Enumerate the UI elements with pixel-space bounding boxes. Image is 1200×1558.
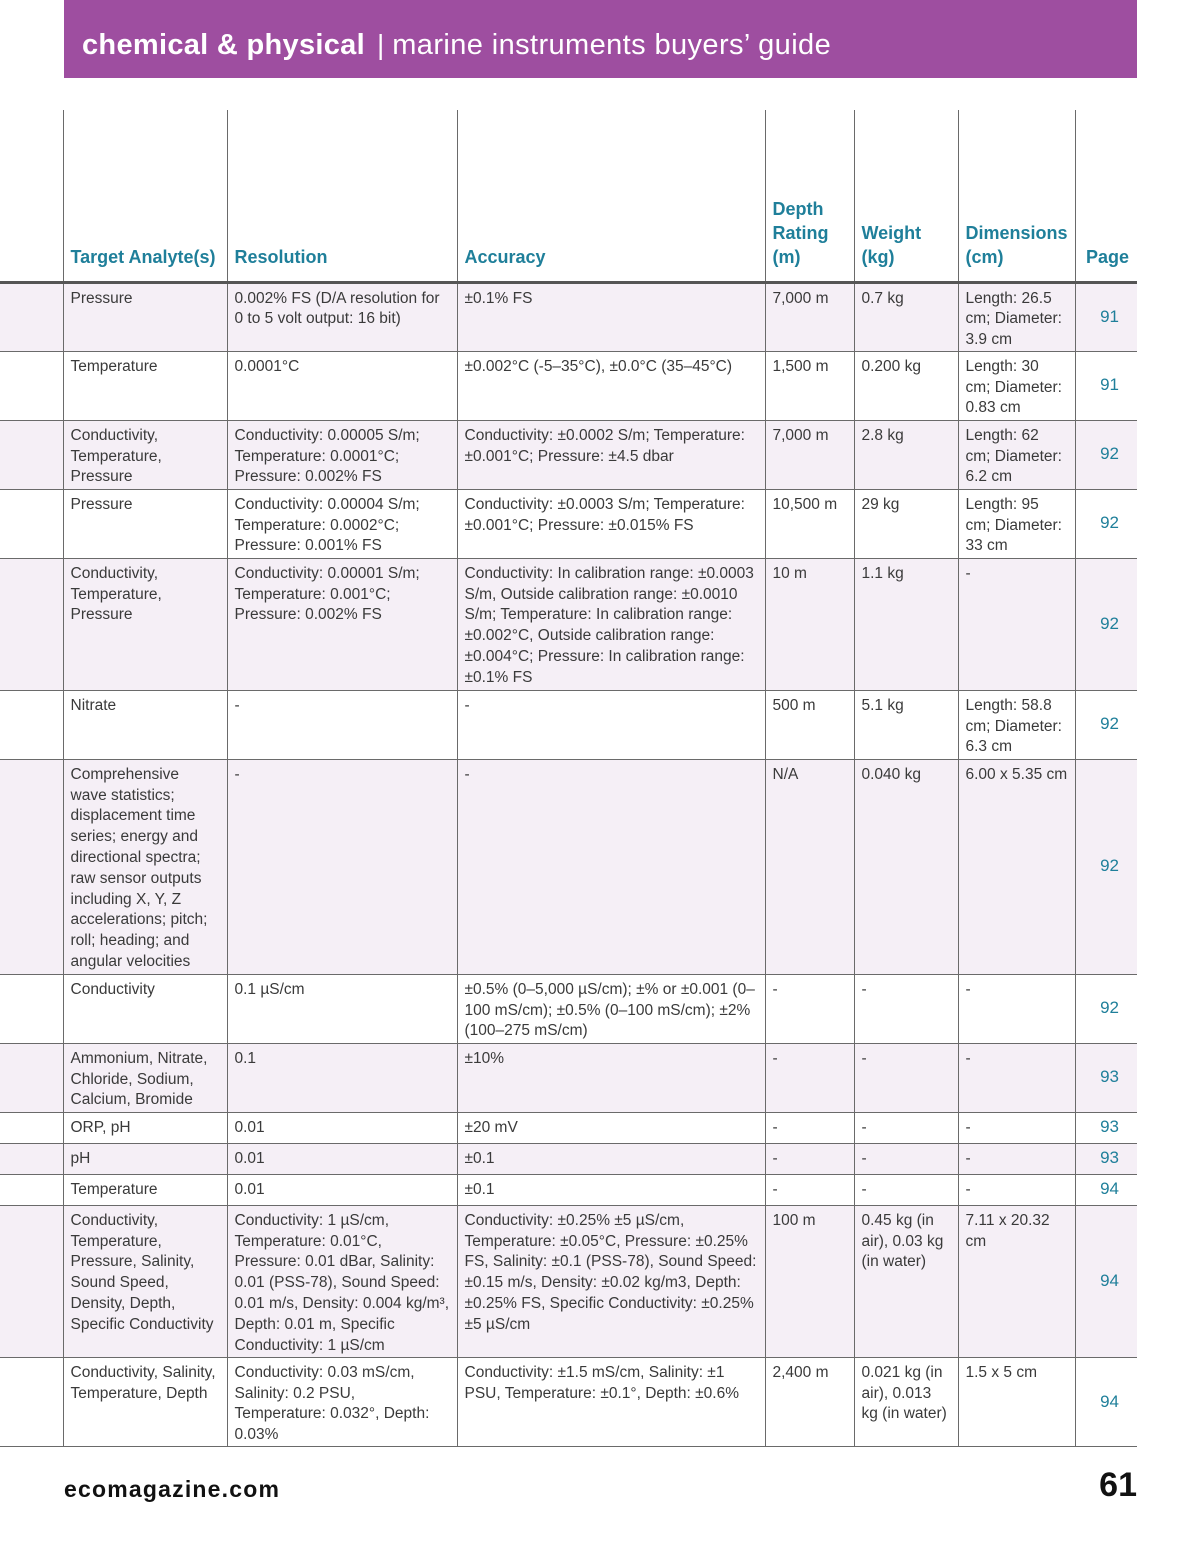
row-lead-cell xyxy=(0,1043,63,1112)
cell-dimensions: - xyxy=(958,1112,1075,1143)
table-body xyxy=(0,282,1137,1447)
cell-depth: - xyxy=(765,1043,854,1112)
cell-accuracy: Conductivity: ±0.0003 S/m; Temperature: ±0.001°C; Pressure: ±0.015% FS xyxy=(457,489,765,558)
table-row xyxy=(0,420,1137,489)
cell-accuracy: ±0.1 xyxy=(457,1143,765,1174)
cell-analyte: Conductivity xyxy=(63,974,227,1043)
cell-weight: 5.1 kg xyxy=(854,690,958,759)
row-lead-cell xyxy=(0,351,63,420)
cell-resolution: Conductivity: 1 µS/cm, Temperature: 0.01°C, Pressure: 0.01 dBar, Salinity: 0.01 (PSS-78), Sound Speed: 0.01 m/s, Density: 0.004 kg/m³, Depth: 0.01 m, Specific Conductivity: 1 µS/cm xyxy=(227,1205,457,1357)
cell-analyte: pH xyxy=(63,1143,227,1174)
table-row xyxy=(0,558,1137,690)
cell-weight: 0.040 kg xyxy=(854,759,958,974)
cell-page: 93 xyxy=(1075,1043,1137,1112)
cell-page: 91 xyxy=(1075,282,1137,351)
table-row xyxy=(0,1043,1137,1112)
table-row xyxy=(0,489,1137,558)
row-lead-cell xyxy=(0,1143,63,1174)
cell-accuracy: Conductivity: ±1.5 mS/cm, Salinity: ±1 PSU, Temperature: ±0.1°, Depth: ±0.6% xyxy=(457,1357,765,1446)
column-header-accuracy: Accuracy xyxy=(457,110,765,282)
cell-analyte: Ammonium, Nitrate, Chloride, Sodium, Calcium, Bromide xyxy=(63,1043,227,1112)
cell-dimensions: Length: 62 cm; Diameter: 6.2 cm xyxy=(958,420,1075,489)
table-row xyxy=(0,759,1137,974)
cell-depth: 500 m xyxy=(765,690,854,759)
cell-analyte: Temperature xyxy=(63,1174,227,1205)
cell-analyte: Temperature xyxy=(63,351,227,420)
cell-analyte: Conductivity, Salinity, Temperature, Depth xyxy=(63,1357,227,1446)
row-lead-cell xyxy=(0,759,63,974)
cell-resolution: 0.1 xyxy=(227,1043,457,1112)
cell-page: 92 xyxy=(1075,759,1137,974)
cell-dimensions: Length: 58.8 cm; Diameter: 6.3 cm xyxy=(958,690,1075,759)
cell-accuracy: Conductivity: ±0.0002 S/m; Temperature: ±0.001°C; Pressure: ±4.5 dbar xyxy=(457,420,765,489)
cell-accuracy: Conductivity: In calibration range: ±0.0003 S/m, Outside calibration range: ±0.0010 S/m; Temperature: In calibration range: ±0.002°C, Outside calibration range: ±0.004°C; Pressure: In calibration range: ±0.1% FS xyxy=(457,558,765,690)
cell-page: 94 xyxy=(1075,1174,1137,1205)
cell-weight: 29 kg xyxy=(854,489,958,558)
cell-page: 94 xyxy=(1075,1357,1137,1446)
cell-page: 92 xyxy=(1075,558,1137,690)
table-row xyxy=(0,1143,1137,1174)
cell-depth: 7,000 m xyxy=(765,420,854,489)
guide-title: marine instruments buyers’ guide xyxy=(392,29,832,61)
cell-analyte: ORP, pH xyxy=(63,1112,227,1143)
row-lead-cell xyxy=(0,1205,63,1357)
row-lead-cell xyxy=(0,690,63,759)
column-header-analyte: Target Analyte(s) xyxy=(63,110,227,282)
row-lead-cell xyxy=(0,1112,63,1143)
row-lead-cell xyxy=(0,282,63,351)
cell-resolution: 0.01 xyxy=(227,1112,457,1143)
cell-dimensions: Length: 95 cm; Diameter: 33 cm xyxy=(958,489,1075,558)
cell-dimensions: Length: 26.5 cm; Diameter: 3.9 cm xyxy=(958,282,1075,351)
footer-page-number: 61 xyxy=(1099,1466,1137,1504)
cell-weight: - xyxy=(854,974,958,1043)
cell-page: 92 xyxy=(1075,974,1137,1043)
table-row xyxy=(0,351,1137,420)
cell-resolution: Conductivity: 0.00004 S/m; Temperature: 0.0002°C; Pressure: 0.001% FS xyxy=(227,489,457,558)
cell-accuracy: - xyxy=(457,759,765,974)
cell-resolution: Conductivity: 0.03 mS/cm, Salinity: 0.2 PSU, Temperature: 0.032°, Depth: 0.03% xyxy=(227,1357,457,1446)
cell-depth: 100 m xyxy=(765,1205,854,1357)
cell-weight: 0.7 kg xyxy=(854,282,958,351)
cell-page: 93 xyxy=(1075,1143,1137,1174)
cell-depth: 10 m xyxy=(765,558,854,690)
column-header-resolution: Resolution xyxy=(227,110,457,282)
header-lead-cell xyxy=(0,110,63,282)
row-lead-cell xyxy=(0,420,63,489)
cell-resolution: 0.0001°C xyxy=(227,351,457,420)
cell-resolution: 0.1 µS/cm xyxy=(227,974,457,1043)
section-title: chemical & physical xyxy=(82,29,365,61)
cell-dimensions: Length: 30 cm; Diameter: 0.83 cm xyxy=(958,351,1075,420)
cell-dimensions: - xyxy=(958,1043,1075,1112)
cell-resolution: Conductivity: 0.00005 S/m; Temperature: 0.0001°C; Pressure: 0.002% FS xyxy=(227,420,457,489)
cell-accuracy: ±0.1% FS xyxy=(457,282,765,351)
column-header-dimensions: Dimensions (cm) xyxy=(958,110,1075,282)
table-row xyxy=(0,1205,1137,1357)
cell-page: 94 xyxy=(1075,1205,1137,1357)
cell-depth: - xyxy=(765,1112,854,1143)
cell-depth: 1,500 m xyxy=(765,351,854,420)
table-row xyxy=(0,974,1137,1043)
cell-accuracy: - xyxy=(457,690,765,759)
page-header-band xyxy=(64,0,1137,78)
cell-analyte: Comprehensive wave statistics; displacement time series; energy and directional spectra; raw sensor outputs including X, Y, Z accelerations; pitch; roll; heading; and angular velocities xyxy=(63,759,227,974)
table-row xyxy=(0,1357,1137,1446)
cell-depth: 7,000 m xyxy=(765,282,854,351)
cell-dimensions: - xyxy=(958,974,1075,1043)
cell-weight: - xyxy=(854,1174,958,1205)
table-header-row xyxy=(0,110,1137,282)
cell-accuracy: ±20 mV xyxy=(457,1112,765,1143)
cell-depth: - xyxy=(765,1174,854,1205)
cell-dimensions: - xyxy=(958,558,1075,690)
cell-accuracy: Conductivity: ±0.25% ±5 µS/cm, Temperature: ±0.05°C, Pressure: ±0.25% FS, Salinity: ±0.1 (PSS-78), Sound Speed: ±0.15 m/s, Density: ±0.02 kg/m3, Depth: ±0.25% FS, Specific Conductivity: ±0.25% ±5 µS/cm xyxy=(457,1205,765,1357)
cell-accuracy: ±0.5% (0–5,000 µS/cm); ±% or ±0.001 (0–100 mS/cm); ±0.5% (0–100 mS/cm); ±2% (100–275 mS/cm) xyxy=(457,974,765,1043)
cell-page: 91 xyxy=(1075,351,1137,420)
cell-resolution: - xyxy=(227,690,457,759)
cell-analyte: Pressure xyxy=(63,489,227,558)
table-row xyxy=(0,1174,1137,1205)
cell-analyte: Conductivity, Temperature, Pressure xyxy=(63,420,227,489)
buyers-guide-table xyxy=(0,110,1137,1447)
cell-analyte: Nitrate xyxy=(63,690,227,759)
row-lead-cell xyxy=(0,558,63,690)
cell-weight: - xyxy=(854,1112,958,1143)
cell-weight: - xyxy=(854,1143,958,1174)
cell-resolution: 0.01 xyxy=(227,1143,457,1174)
row-lead-cell xyxy=(0,974,63,1043)
cell-dimensions: - xyxy=(958,1174,1075,1205)
cell-accuracy: ±0.1 xyxy=(457,1174,765,1205)
cell-depth: 10,500 m xyxy=(765,489,854,558)
cell-analyte: Pressure xyxy=(63,282,227,351)
column-header-page: Page xyxy=(1075,110,1137,282)
cell-depth: N/A xyxy=(765,759,854,974)
cell-weight: 0.200 kg xyxy=(854,351,958,420)
cell-page: 93 xyxy=(1075,1112,1137,1143)
row-lead-cell xyxy=(0,1174,63,1205)
cell-depth: - xyxy=(765,974,854,1043)
cell-dimensions: 7.11 x 20.32 cm xyxy=(958,1205,1075,1357)
cell-dimensions: - xyxy=(958,1143,1075,1174)
cell-page: 92 xyxy=(1075,420,1137,489)
cell-resolution: Conductivity: 0.00001 S/m; Temperature: 0.001°C; Pressure: 0.002% FS xyxy=(227,558,457,690)
footer-website: ecomagazine.com xyxy=(64,1476,281,1502)
cell-weight: 1.1 kg xyxy=(854,558,958,690)
table-row xyxy=(0,690,1137,759)
cell-dimensions: 1.5 x 5 cm xyxy=(958,1357,1075,1446)
cell-analyte: Conductivity, Temperature, Pressure, Salinity, Sound Speed, Density, Depth, Specific Conductivity xyxy=(63,1205,227,1357)
row-lead-cell xyxy=(0,489,63,558)
cell-resolution: - xyxy=(227,759,457,974)
cell-resolution: 0.002% FS (D/A resolution for 0 to 5 volt output: 16 bit) xyxy=(227,282,457,351)
cell-resolution: 0.01 xyxy=(227,1174,457,1205)
cell-dimensions: 6.00 x 5.35 cm xyxy=(958,759,1075,974)
column-header-depth: Depth Rating (m) xyxy=(765,110,854,282)
cell-analyte: Conductivity, Temperature, Pressure xyxy=(63,558,227,690)
cell-accuracy: ±0.002°C (-5–35°C), ±0.0°C (35–45°C) xyxy=(457,351,765,420)
cell-page: 92 xyxy=(1075,690,1137,759)
column-header-weight: Weight (kg) xyxy=(854,110,958,282)
cell-weight: 2.8 kg xyxy=(854,420,958,489)
cell-page: 92 xyxy=(1075,489,1137,558)
row-lead-cell xyxy=(0,1357,63,1446)
cell-depth: - xyxy=(765,1143,854,1174)
cell-weight: 0.45 kg (in air), 0.03 kg (in water) xyxy=(854,1205,958,1357)
header-separator: | xyxy=(376,29,385,60)
table-row xyxy=(0,1112,1137,1143)
table-row xyxy=(0,282,1137,351)
cell-accuracy: ±10% xyxy=(457,1043,765,1112)
cell-weight: - xyxy=(854,1043,958,1112)
cell-depth: 2,400 m xyxy=(765,1357,854,1446)
cell-weight: 0.021 kg (in air), 0.013 kg (in water) xyxy=(854,1357,958,1446)
